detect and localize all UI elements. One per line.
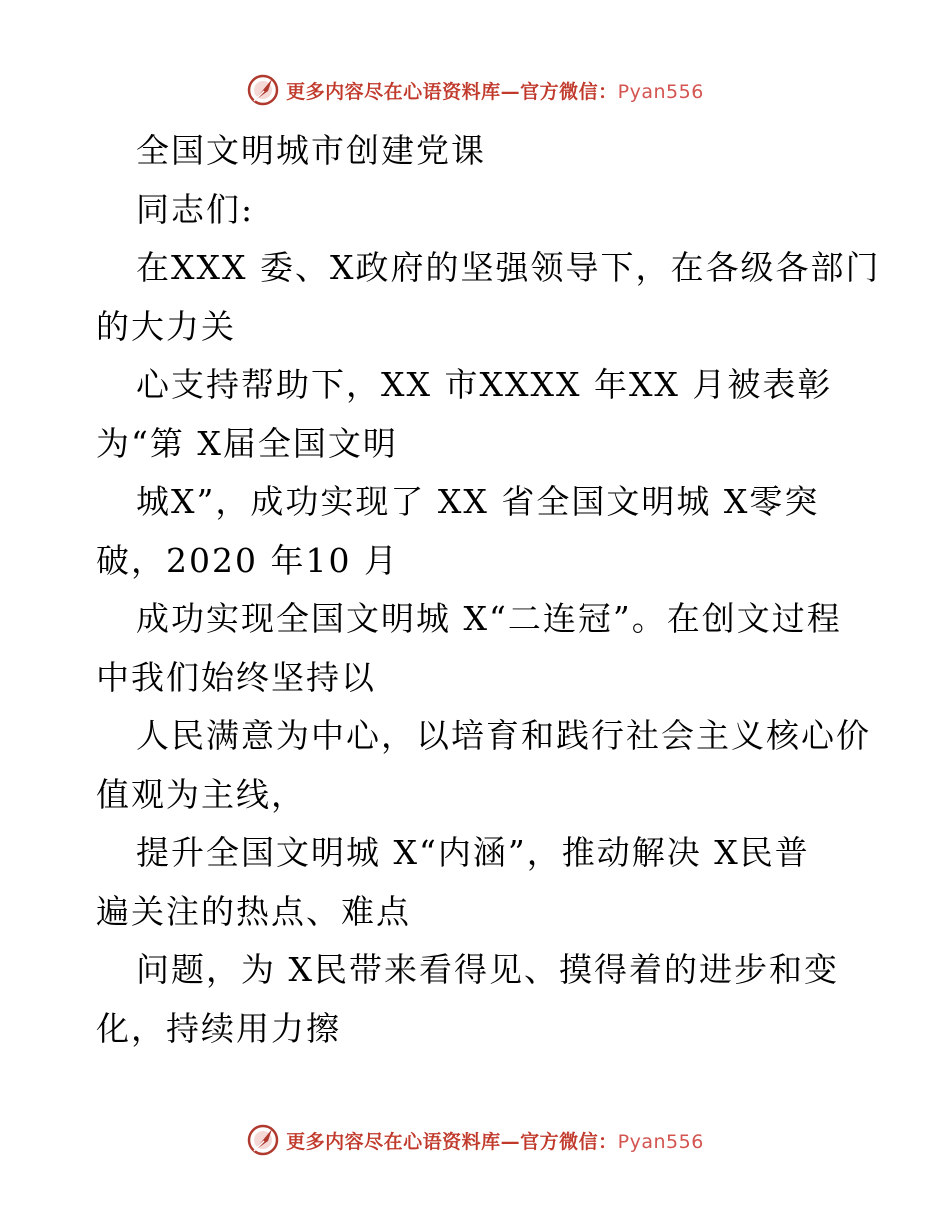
document-line: 遍关注的热点、难点 <box>96 891 411 931</box>
footer-text <box>286 1127 704 1154</box>
quill-logo-icon <box>246 1123 280 1157</box>
document-line: 提升全国文明城 X“内涵”，推动解决 X民普 <box>136 833 810 872</box>
document-line: 全国文明城市创建党课 <box>136 131 486 170</box>
document-line: 成功实现全国文明城 X“二连冠”。在创文过程 <box>136 599 842 638</box>
header-label: 更多内容尽在心语资料库—官方微信： <box>286 80 618 103</box>
document-line: 化，持续用力擦 <box>96 1008 341 1048</box>
header-text <box>286 77 704 104</box>
footer-wechat-id: Pyan556 <box>617 1130 704 1153</box>
quill-logo-icon <box>246 73 280 107</box>
document-line: 在XXX 委、X政府的坚强领导下，在各级各部门 <box>136 248 881 287</box>
document-line: 为“第 X届全国文明 <box>96 423 398 463</box>
footer-label: 更多内容尽在心语资料库—官方微信： <box>286 1130 618 1153</box>
header-wechat-id: Pyan556 <box>617 80 704 103</box>
document-line: 人民满意为中心，以培育和践行社会主义核心价 <box>136 716 871 755</box>
document-body <box>96 122 881 1058</box>
document-line: 的大力关 <box>96 306 236 346</box>
document-line: 城X”，成功实现了 XX 省全国文明城 X零突 <box>136 482 820 521</box>
header-banner <box>0 70 950 110</box>
document-line: 中我们始终坚持以 <box>96 657 376 697</box>
document-line: 破，2020 年10 月 <box>96 540 399 580</box>
footer-banner <box>0 1120 950 1160</box>
document-line: 问题，为 X民带来看得见、摸得着的进步和变 <box>136 950 839 989</box>
document-line: 同志们: <box>136 189 255 229</box>
document-line: 心支持帮助下，XX 市XXXX 年XX 月被表彰 <box>136 365 833 404</box>
document-line: 值观为主线， <box>96 774 306 814</box>
